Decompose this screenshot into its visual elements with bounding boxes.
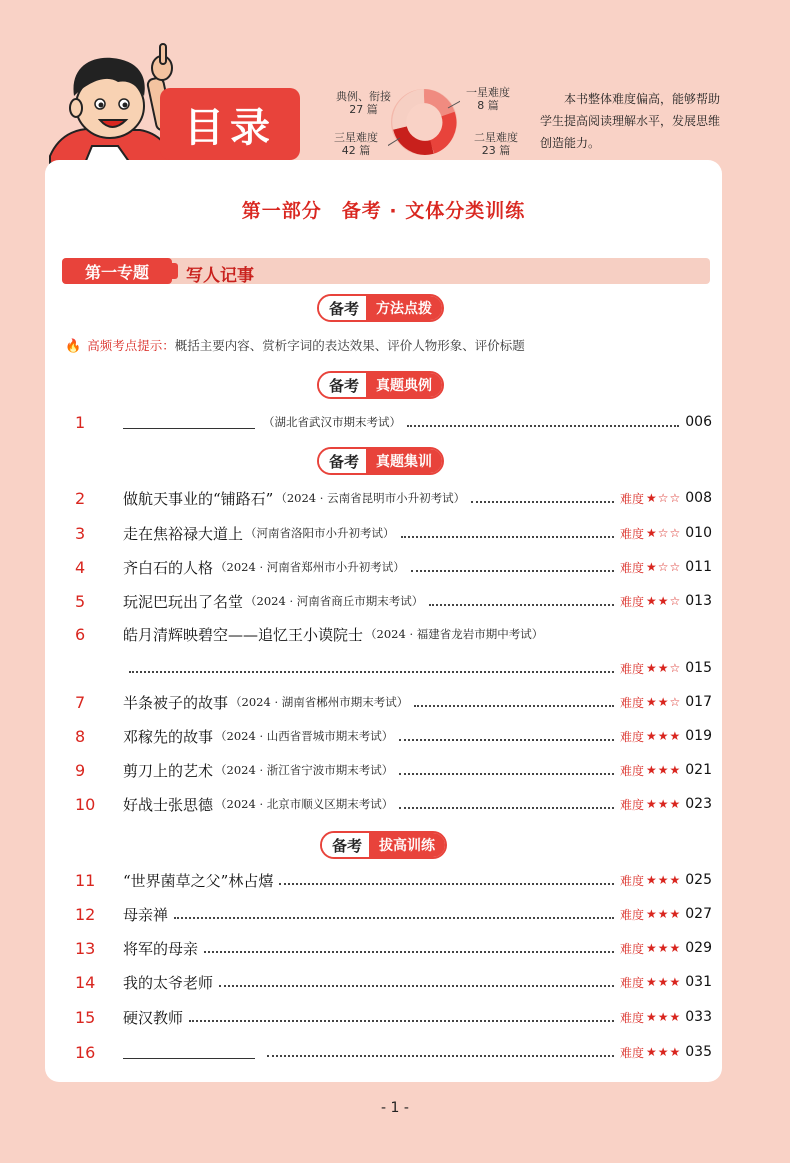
part-title: 第一部分 备考 · 文体分类训练 (241, 200, 526, 222)
topic-bar (62, 258, 710, 284)
toc-entry-10[interactable]: 10 好战士张思德 （2024 · 北京市顺义区期末考试） 难度 ★★★ 023 (75, 794, 712, 814)
toc-entry-6-continued[interactable]: 难度 ★★☆ 015 (45, 656, 722, 680)
section-collection: 备考 真题集训 (317, 447, 444, 475)
toc-entry-12[interactable]: 12 母亲禅 难度 ★★★ 027 (75, 904, 712, 924)
section-example: 备考 真题典例 (317, 371, 444, 399)
topic-tag: 第一专题 (62, 258, 172, 284)
toc-entry-15[interactable]: 15 硬汉教师 难度 ★★★ 033 (75, 1007, 712, 1027)
toc-entry-9[interactable]: 9 剪刀上的艺术 （2024 · 浙江省宁波市期末考试） 难度 ★★★ 021 (75, 760, 712, 780)
section-method: 备考 方法点拨 (317, 294, 444, 322)
difficulty-stars: ★☆☆ (645, 526, 682, 540)
difficulty-stars: ★☆☆ (645, 560, 682, 574)
difficulty-stars: ★★★ (645, 797, 682, 811)
toc-entry-16[interactable]: 16 难度 ★★★ 035 (75, 1042, 712, 1062)
difficulty-stars: ★★★ (645, 941, 682, 955)
toc-entry-1[interactable]: 1 （湖北省武汉市期末考试） 006 (75, 412, 712, 432)
toc-card (45, 160, 722, 1082)
toc-entry-2[interactable]: 2 做航天事业的“铺路石” （2024 · 云南省昆明市小升初考试） 难度 ★☆☆ 008 (75, 488, 712, 508)
toc-title-box (160, 88, 300, 160)
toc-entry-5[interactable]: 5 玩泥巴玩出了名堂 （2024 · 河南省商丘市期末考试） 难度 ★★☆ 013 (75, 591, 712, 611)
toc-entry-6[interactable]: 6 皓月清辉映碧空——追忆王小谟院士 （2024 · 福建省龙岩市期中考试） (75, 624, 544, 644)
toc-entry-11[interactable]: 11 “世界菌草之父”林占熺 难度 ★★★ 025 (75, 870, 712, 890)
fire-icon: 🔥 (65, 339, 82, 354)
difficulty-stars: ★★☆ (645, 594, 682, 608)
difficulty-stars: ★★★ (645, 1010, 682, 1024)
toc-entry-8[interactable]: 8 邓稼先的故事 （2024 · 山西省晋城市期末考试） 难度 ★★★ 019 (75, 726, 712, 746)
difficulty-stars: ★☆☆ (645, 491, 682, 505)
toc-entry-14[interactable]: 14 我的太爷老师 难度 ★★★ 031 (75, 972, 712, 992)
blank-title (123, 415, 255, 429)
dot-leader (407, 417, 679, 427)
toc-entry-7[interactable]: 7 半条被子的故事 （2024 · 湖南省郴州市期末考试） 难度 ★★☆ 017 (75, 692, 712, 712)
difficulty-stars: ★★☆ (645, 661, 682, 675)
header (0, 0, 790, 175)
stat-three-star: 三星难度 42 篇 (334, 131, 378, 157)
toc-entry-3[interactable]: 3 走在焦裕禄大道上 （河南省洛阳市小升初考试） 难度 ★☆☆ 010 (75, 523, 712, 543)
difficulty-stars: ★★★ (645, 873, 682, 887)
page-number: - 1 - (381, 1100, 409, 1116)
difficulty-donut-chart (388, 86, 460, 158)
stat-one-star: 一星难度 8 篇 (466, 86, 510, 112)
intro-text: 本书整体难度偏高，能够帮助学生提高阅读理解水平，发展思维创造能力。 (540, 92, 721, 150)
difficulty-stars: ★★★ (645, 1045, 682, 1059)
topic-name: 写人记事 (186, 266, 254, 286)
stat-two-star: 二星难度 23 篇 (474, 131, 518, 157)
stat-examples: 典例、衔接 27 篇 (336, 90, 391, 116)
difficulty-stars: ★★★ (645, 729, 682, 743)
difficulty-stars: ★★☆ (645, 695, 682, 709)
toc-title: 目录 (184, 104, 276, 151)
section-advanced: 备考 拔高训练 (320, 831, 447, 859)
toc-entry-4[interactable]: 4 齐白石的人格 （2024 · 河南省郑州市小升初考试） 难度 ★☆☆ 011 (75, 557, 712, 577)
hint: 🔥 高频考点提示：概括主要内容、赏析字词的表达效果、评价人物形象、评价标题 (65, 338, 525, 354)
difficulty-stars: ★★★ (645, 907, 682, 921)
difficulty-stars: ★★★ (645, 763, 682, 777)
blank-title (123, 1045, 255, 1059)
difficulty-stars: ★★★ (645, 975, 682, 989)
toc-entry-13[interactable]: 13 将军的母亲 难度 ★★★ 029 (75, 938, 712, 958)
mascot-boy-illustration (40, 38, 180, 168)
